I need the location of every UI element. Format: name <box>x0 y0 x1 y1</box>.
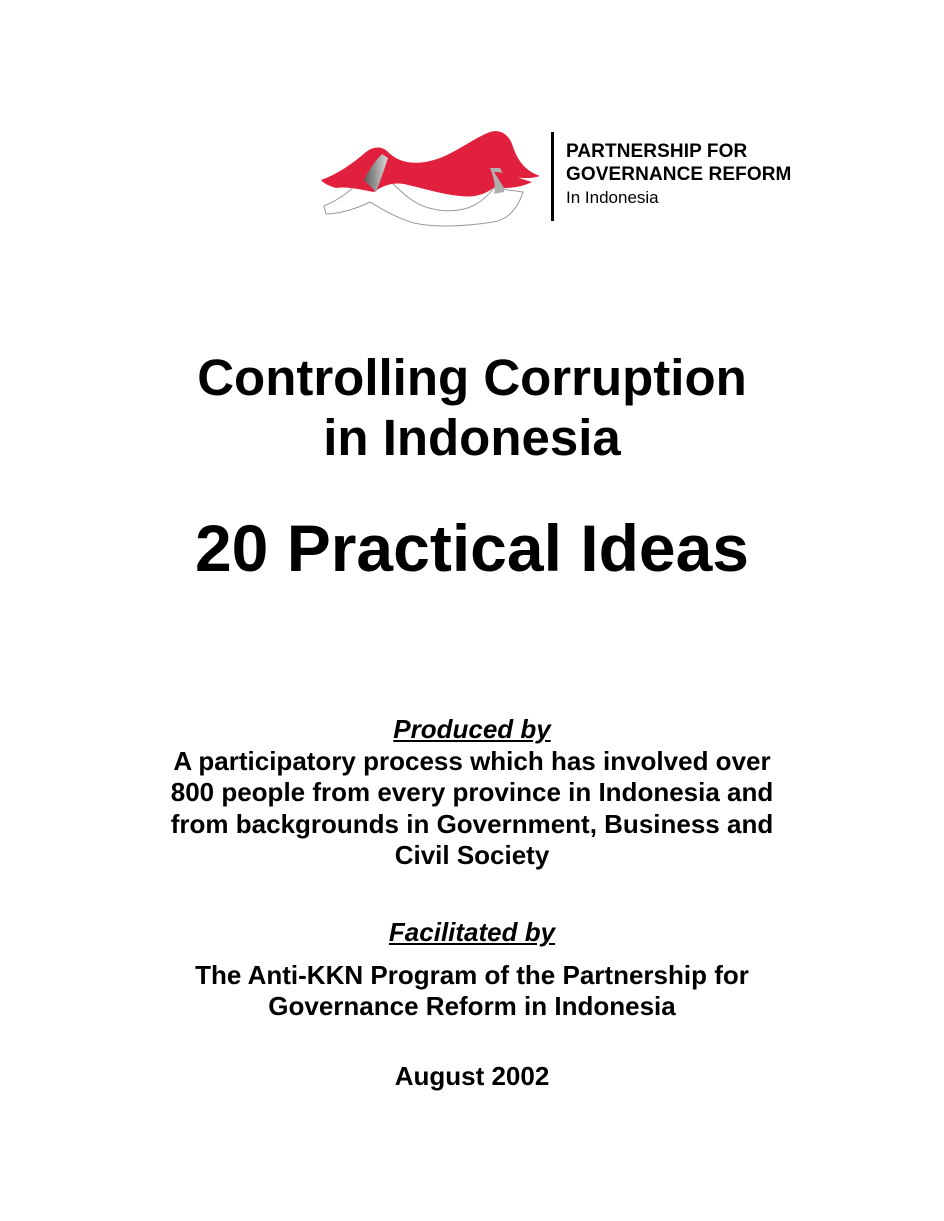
logo-divider <box>551 132 554 221</box>
facilitated-by-section <box>0 917 944 1023</box>
produced-by-line: 800 people from every province in Indonesia and <box>170 777 774 807</box>
logo-name-line1: PARTNERSHIP FOR <box>566 141 748 162</box>
facilitated-by-heading: Facilitated by <box>388 917 556 947</box>
document-subtitle: 20 Practical Ideas <box>194 511 750 585</box>
organization-logo <box>318 128 818 228</box>
produced-by-line: Civil Society <box>394 840 550 870</box>
facilitated-by-line: Governance Reform in Indonesia <box>268 991 676 1021</box>
logo-wordmark <box>566 142 792 206</box>
facilitated-by-line: The Anti-KKN Program of the Partnership for <box>195 959 749 990</box>
produced-by-heading: Produced by <box>393 714 551 744</box>
title-line-1: Controlling Corruption <box>197 349 747 406</box>
produced-by-section <box>0 714 944 872</box>
document-title <box>0 348 944 468</box>
produced-by-line: from backgrounds in Government, Business and <box>170 808 774 839</box>
logo-name-line2: GOVERNANCE REFORM <box>566 164 792 185</box>
ribbon-flag-icon <box>318 128 546 228</box>
title-line-2: in Indonesia <box>323 409 621 466</box>
logo-name-line3: In Indonesia <box>566 188 659 207</box>
publication-date: August 2002 <box>394 1061 550 1091</box>
produced-by-line: A participatory process which has involved over <box>173 745 771 776</box>
